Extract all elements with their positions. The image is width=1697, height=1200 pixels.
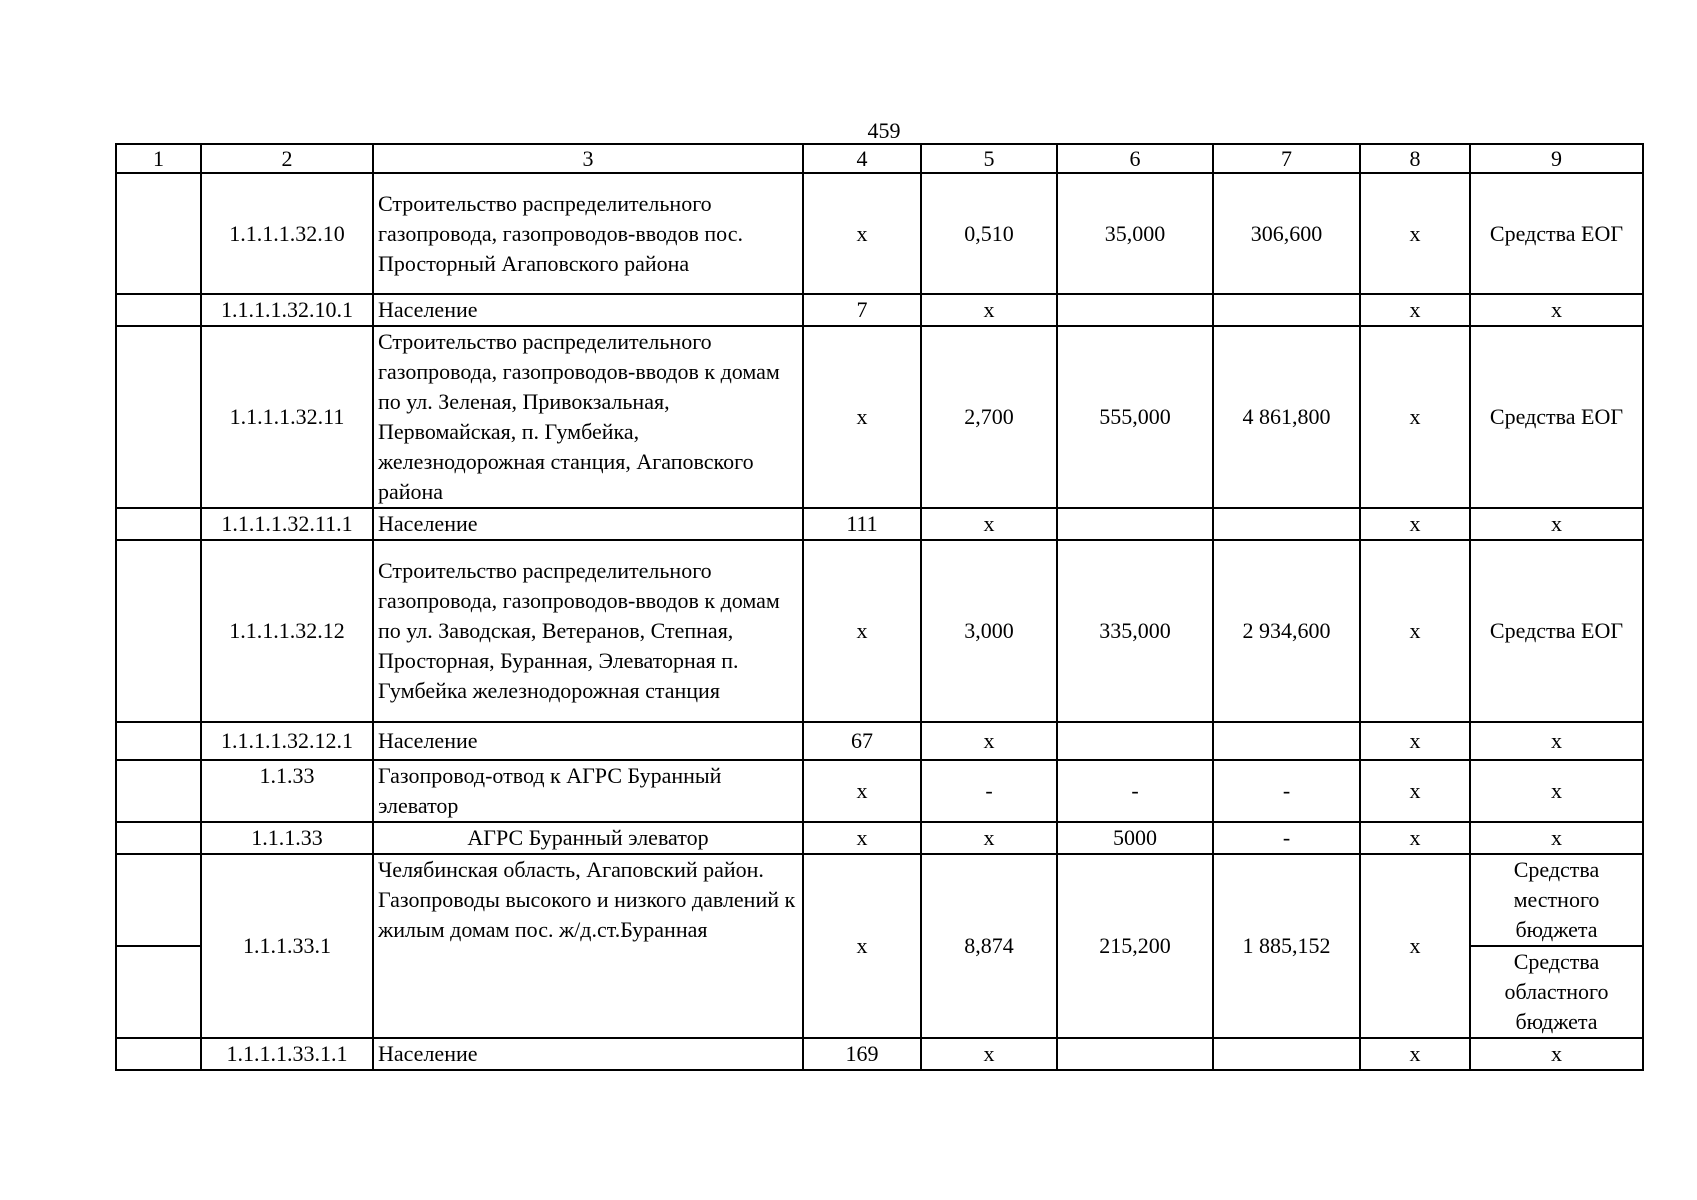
cell-col5: 2,700: [921, 326, 1057, 508]
cell-code: 1.1.33: [201, 760, 373, 822]
cell-col6: -: [1057, 760, 1213, 822]
cell-funding: х: [1470, 1038, 1643, 1070]
cell-empty: [116, 946, 201, 1038]
cell-col5: х: [921, 294, 1057, 326]
column-header: 9: [1470, 144, 1643, 173]
cell-col5: х: [921, 722, 1057, 760]
cell-col5: 8,874: [921, 854, 1057, 1038]
cell-empty: [116, 1038, 201, 1070]
cell-col7: [1213, 508, 1360, 540]
cell-col6: [1057, 294, 1213, 326]
cell-empty: [116, 540, 201, 722]
cell-col4: х: [803, 822, 921, 854]
page-number: 459: [867, 118, 901, 143]
cell-funding: х: [1470, 760, 1643, 822]
cell-funding: х: [1470, 722, 1643, 760]
table-row: [116, 760, 1643, 822]
cell-description: Челябинская область, Агаповский район. Газопроводы высокого и низкого давлений к жилым домам пос. ж/д.ст.Буранная: [373, 854, 803, 1038]
cell-col4: х: [803, 854, 921, 1038]
column-header: 4: [803, 144, 921, 173]
cell-col4: х: [803, 760, 921, 822]
table-row: [116, 854, 1643, 946]
cell-col4: 7: [803, 294, 921, 326]
cell-col5: 3,000: [921, 540, 1057, 722]
cell-description: Строительство распределительного газопровода, газопроводов-вводов к домам по ул. Заводская, Ветеранов, Степная, Просторная, Буранная, Элеваторная п. Гумбейка железнодорожная станция: [373, 540, 803, 722]
cell-col7: [1213, 1038, 1360, 1070]
cell-col8: х: [1360, 1038, 1470, 1070]
column-header: 1: [116, 144, 201, 173]
cell-code: 1.1.1.1.33.1.1: [201, 1038, 373, 1070]
cell-description: Газопровод-отвод к АГРС Буранный элеватор: [373, 760, 803, 822]
cell-code: 1.1.1.33: [201, 822, 373, 854]
cell-code: 1.1.1.1.32.10.1: [201, 294, 373, 326]
cell-col6: 215,200: [1057, 854, 1213, 1038]
cell-empty: [116, 173, 201, 294]
cell-code: 1.1.1.1.32.11: [201, 326, 373, 508]
cell-col6: [1057, 508, 1213, 540]
cell-col6: 555,000: [1057, 326, 1213, 508]
cell-code: 1.1.1.1.32.12: [201, 540, 373, 722]
cell-col8: х: [1360, 760, 1470, 822]
cell-description: Население: [373, 294, 803, 326]
cell-empty: [116, 722, 201, 760]
cell-description: Население: [373, 722, 803, 760]
cell-funding: х: [1470, 822, 1643, 854]
cell-funding: Средства ЕОГ: [1470, 540, 1643, 722]
cell-col5: 0,510: [921, 173, 1057, 294]
column-header: 2: [201, 144, 373, 173]
cell-col8: х: [1360, 854, 1470, 1038]
data-table: [115, 143, 1644, 1071]
table-row: [116, 173, 1643, 294]
cell-col7: 1 885,152: [1213, 854, 1360, 1038]
cell-col7: -: [1213, 760, 1360, 822]
cell-col4: 67: [803, 722, 921, 760]
cell-col7: 4 861,800: [1213, 326, 1360, 508]
cell-empty: [116, 822, 201, 854]
cell-col4: 169: [803, 1038, 921, 1070]
cell-description: Строительство распределительного газопровода, газопроводов-вводов к домам по ул. Зеленая, Привокзальная, Первомайская, п. Гумбейка, железнодорожная станция, Агаповского района: [373, 326, 803, 508]
cell-col8: х: [1360, 508, 1470, 540]
column-header: 6: [1057, 144, 1213, 173]
cell-col8: х: [1360, 326, 1470, 508]
cell-col8: х: [1360, 294, 1470, 326]
cell-col4: 111: [803, 508, 921, 540]
cell-col8: х: [1360, 540, 1470, 722]
table-row: [116, 294, 1643, 326]
cell-col4: х: [803, 326, 921, 508]
cell-description: АГРС Буранный элеватор: [373, 822, 803, 854]
cell-code: 1.1.1.1.32.10: [201, 173, 373, 294]
column-header: 3: [373, 144, 803, 173]
cell-funding: х: [1470, 294, 1643, 326]
cell-description: Население: [373, 1038, 803, 1070]
cell-col7: [1213, 722, 1360, 760]
cell-funding-regional: Средства областного бюджета: [1470, 946, 1643, 1038]
cell-col5: х: [921, 822, 1057, 854]
column-header: 5: [921, 144, 1057, 173]
cell-col5: х: [921, 1038, 1057, 1070]
cell-col6: [1057, 1038, 1213, 1070]
cell-description: Строительство распределительного газопровода, газопроводов-вводов пос. Просторный Агаповского района: [373, 173, 803, 294]
cell-funding: Средства ЕОГ: [1470, 326, 1643, 508]
table-row: [116, 326, 1643, 508]
cell-col6: 35,000: [1057, 173, 1213, 294]
cell-col7: -: [1213, 822, 1360, 854]
column-header: 8: [1360, 144, 1470, 173]
column-header: 7: [1213, 144, 1360, 173]
cell-col5: -: [921, 760, 1057, 822]
table-row: [116, 822, 1643, 854]
cell-col7: 306,600: [1213, 173, 1360, 294]
cell-col4: х: [803, 173, 921, 294]
cell-code: 1.1.1.1.32.12.1: [201, 722, 373, 760]
cell-code: 1.1.1.33.1: [201, 854, 373, 1038]
cell-code: 1.1.1.1.32.11.1: [201, 508, 373, 540]
cell-empty: [116, 326, 201, 508]
cell-funding: х: [1470, 508, 1643, 540]
cell-empty: [116, 294, 201, 326]
cell-col4: х: [803, 540, 921, 722]
cell-col6: 335,000: [1057, 540, 1213, 722]
cell-col6: 5000: [1057, 822, 1213, 854]
cell-col8: х: [1360, 173, 1470, 294]
table-row: [116, 508, 1643, 540]
cell-empty: [116, 854, 201, 946]
table-row: [116, 722, 1643, 760]
cell-description: Население: [373, 508, 803, 540]
cell-col7: 2 934,600: [1213, 540, 1360, 722]
cell-col8: х: [1360, 722, 1470, 760]
cell-funding-local: Средства местного бюджета: [1470, 854, 1643, 946]
cell-col8: х: [1360, 822, 1470, 854]
cell-empty: [116, 760, 201, 822]
table-row: [116, 540, 1643, 722]
cell-funding: Средства ЕОГ: [1470, 173, 1643, 294]
cell-col7: [1213, 294, 1360, 326]
table-row: [116, 1038, 1643, 1070]
header-row: [116, 144, 1643, 173]
cell-col5: х: [921, 508, 1057, 540]
cell-empty: [116, 508, 201, 540]
cell-col6: [1057, 722, 1213, 760]
